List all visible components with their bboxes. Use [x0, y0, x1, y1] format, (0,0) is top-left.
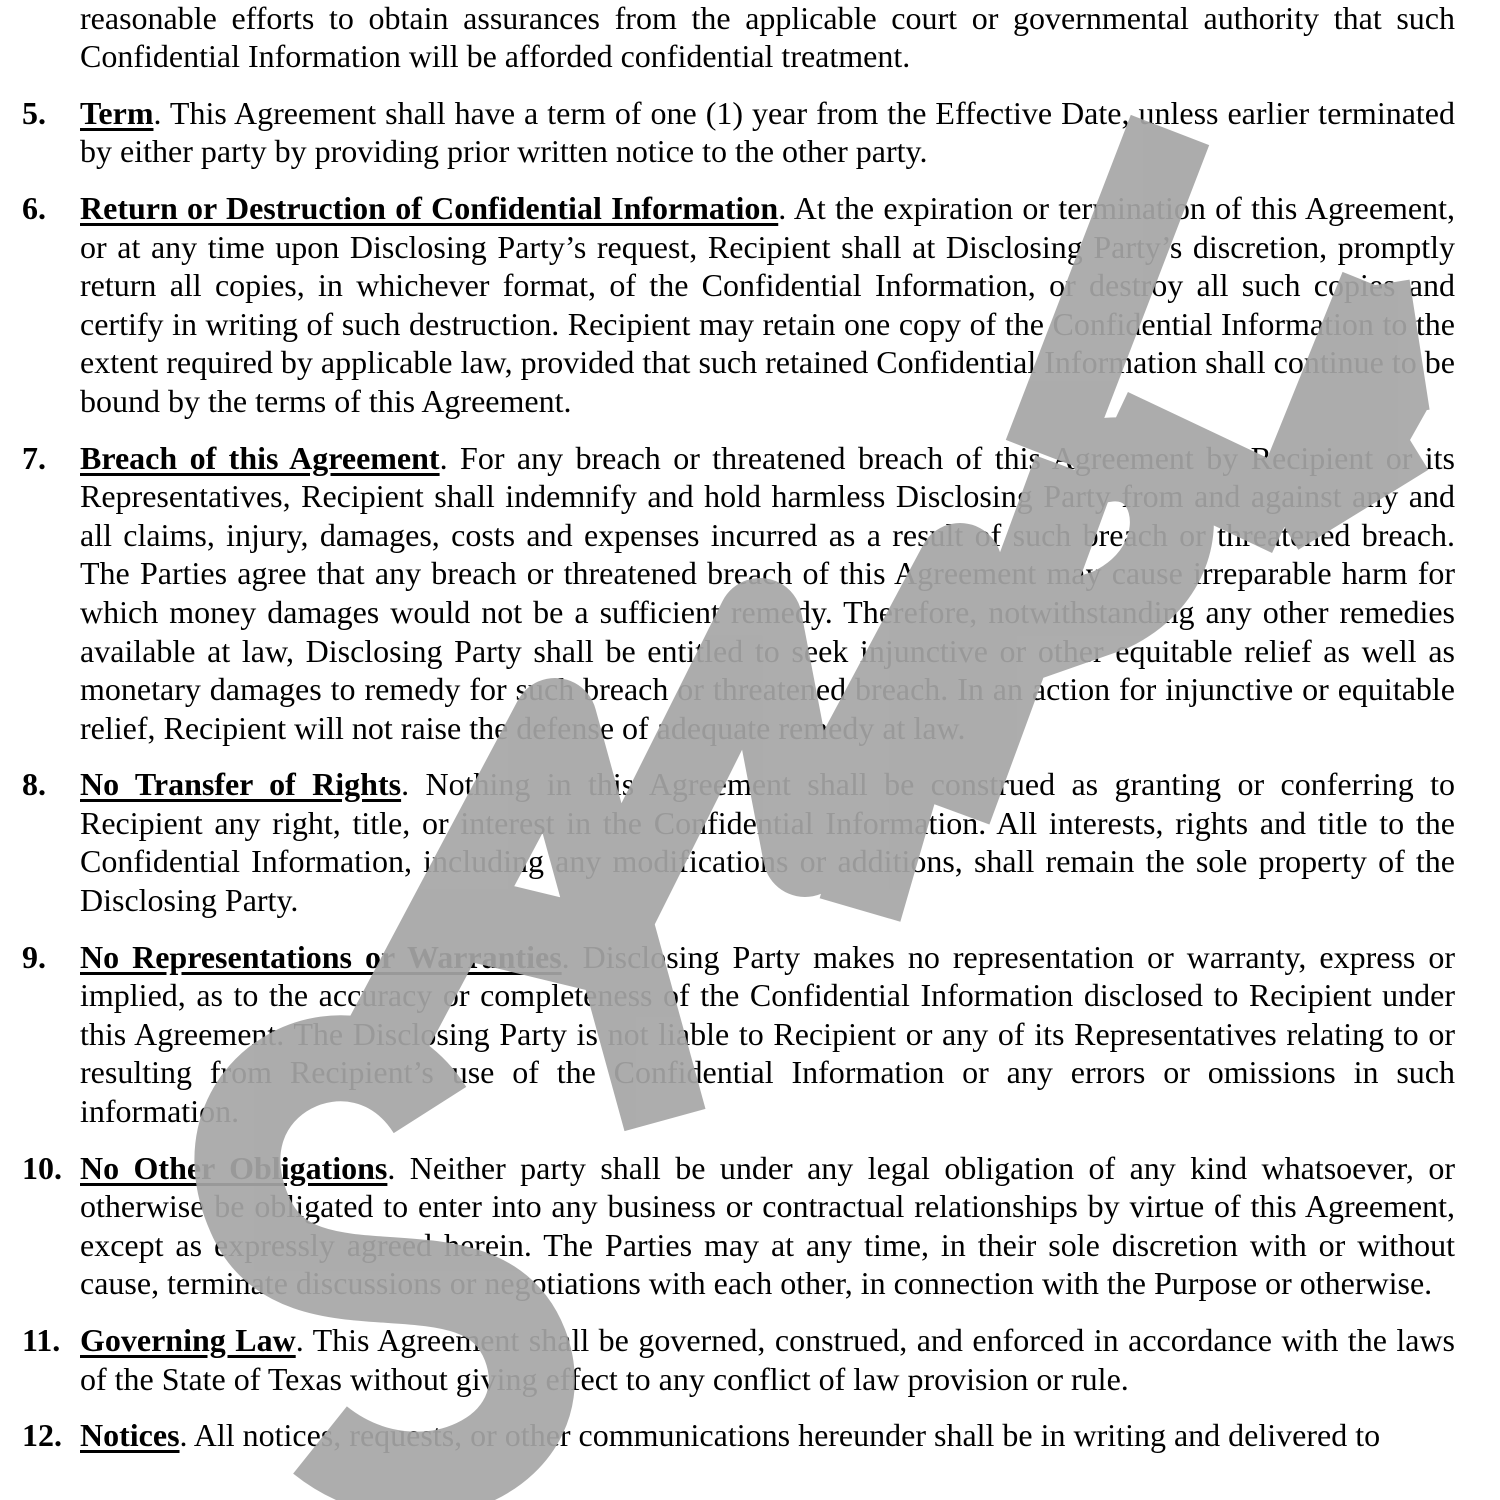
section-no-other-obligations	[22, 1149, 1456, 1303]
section-number: 11.	[22, 1322, 61, 1358]
section-body: . All notices, requests, or other communications hereunder shall be in writing and delivered to	[179, 1417, 1381, 1454]
section-heading: Term	[80, 94, 154, 131]
section-body: . This Agreement shall be governed, construed, and enforced in accordance with the laws of the State of Texas without giving effect to any conflict of law provision or rule.	[80, 1322, 1456, 1397]
section-number: 7.	[22, 439, 46, 476]
section-number: 10.	[22, 1149, 62, 1186]
section-number: 9.	[22, 938, 46, 975]
section-body: . Nothing in this Agreement shall be construed as granting or conferring to Recipient any right, title, or interest in the Confidential Information. All interests, rights and title to the Confidential Information, including any modifications or additions, shall remain the sole property of the Disclosing Party.	[80, 766, 1456, 919]
section-heading: No Representations or Warranties	[80, 938, 562, 975]
section-body: . At the expiration or termination of this Agreement, or at any time upon Disclosing Party’s request, Recipient shall at Disclosing Party’s discretion, promptly return all copies, in whichever format, of the Confidential Information, or destroy all such copies and certify in writing of such destruction. Recipient may retain one copy of the Confidential Information to the extent required by applicable law, provided that such retained Confidential Information shall continue to be bound by the terms of this Agreement.	[80, 189, 1456, 419]
section-number: 12.	[22, 1417, 62, 1454]
section-governing-law	[22, 1321, 1456, 1398]
section-breach	[22, 439, 1456, 748]
intro-paragraph: reasonable efforts to obtain assurances from the applicable court or governmental authority that such Confidential Information will be afforded confidential treatment.	[80, 0, 1455, 75]
section-term	[22, 94, 1455, 171]
section-return-destruction	[22, 189, 1456, 421]
section-heading: No Transfer of Rights	[80, 766, 402, 803]
section-number: 5.	[22, 94, 46, 131]
section-body: . This Agreement shall have a term of one (1) year from the Effective Date, unless earlier terminated by either party by providing prior written notice to the other party.	[80, 94, 1455, 170]
section-body: . Neither party shall be under any legal obligation of any kind whatsoever, or otherwise be obligated to enter into any business or contractual relationships by virtue of this Agreement, except as expressly agreed herein. The Parties may at any time, in their sole discretion with or without cause, terminate discussions or negotiations with each other, in connection with the Purpose or otherwise.	[80, 1149, 1456, 1302]
section-body: . For any breach or threatened breach of this Agreement by Recipient or its Representatives, Recipient shall indemnify and hold harmless Disclosing Party from and against any and all claims, injury, damages, costs and expenses incurred as a result of such breach or threatened breach. The Parties agree that any breach or threatened breach of this Agreement may cause irreparable harm for which money damages would not be a sufficient remedy. Therefore, notwithstanding any other remedies available at law, Disclosing Party shall be entitled to seek injunctive or other equitable relief as well as monetary damages to remedy for such breach or threatened breach. In an action for injunctive or equitable relief, Recipient will not raise the defense of adequate remedy at law.	[80, 439, 1456, 746]
section-heading: No Other Obligations	[80, 1149, 388, 1186]
section-number: 8.	[22, 766, 46, 803]
section-no-representations	[22, 938, 1455, 1131]
section-body: . Disclosing Party makes no representation or warranty, express or implied, as to the accuracy or completeness of the Confidential Information disclosed to Recipient under this Agreement. The Disclosing Party is not liable to Recipient or any of its Representatives relating to or resulting from Recipient’s use of the Confidential Information or any errors or omissions in such information.	[80, 938, 1455, 1130]
section-no-transfer	[22, 765, 1456, 919]
section-notices	[22, 1416, 1455, 1455]
section-heading: Notices	[80, 1417, 180, 1454]
section-number: 6.	[22, 189, 46, 226]
section-heading: Governing Law	[80, 1322, 296, 1358]
section-heading: Return or Destruction of Confidential Information	[80, 189, 779, 226]
section-heading: Breach of this Agreement	[80, 439, 440, 476]
